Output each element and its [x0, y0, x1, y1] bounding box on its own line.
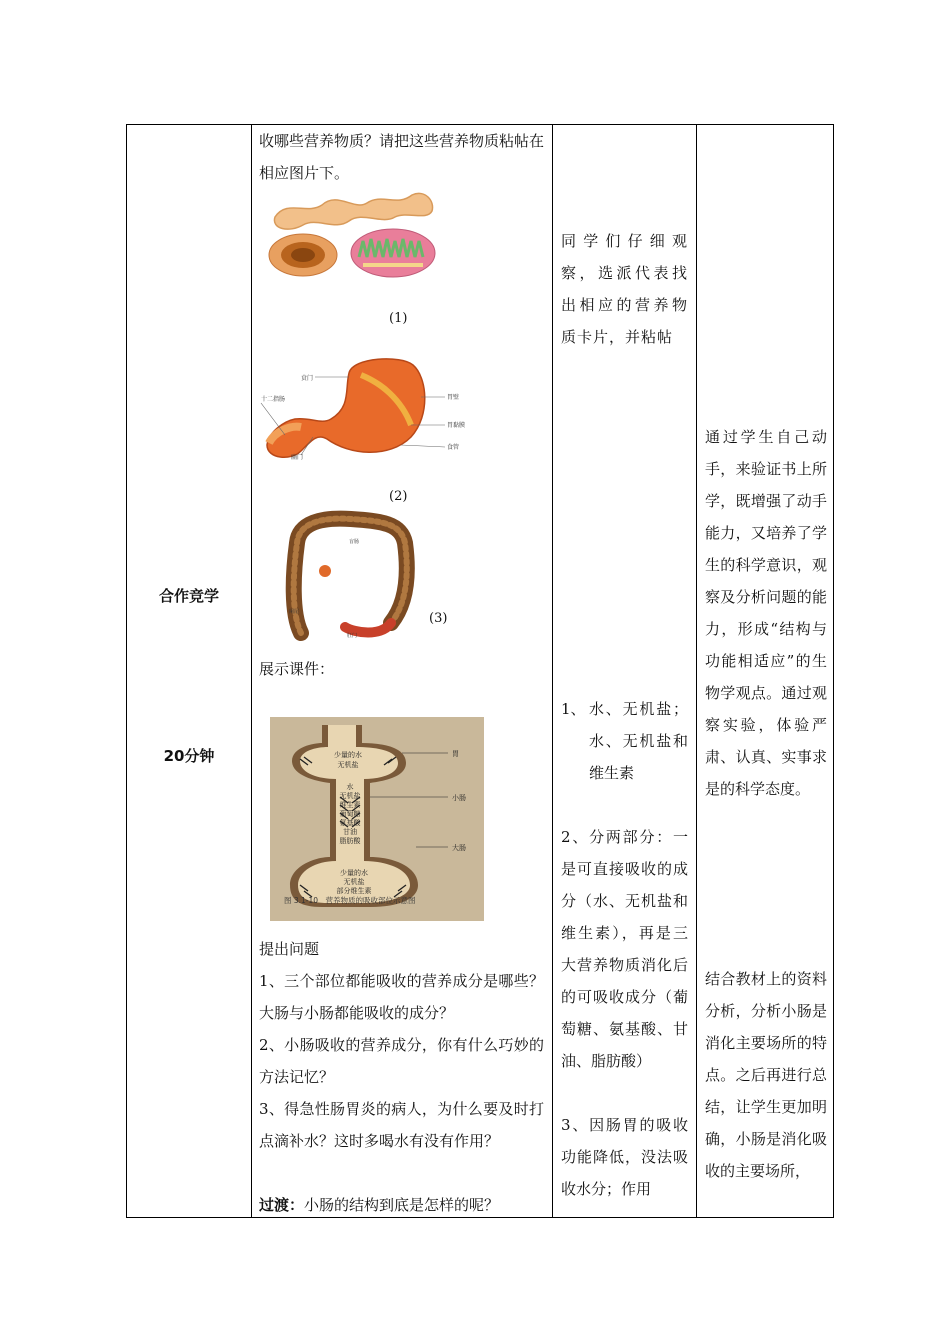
li-text-3: 部分维生素 — [336, 887, 372, 895]
answer-1 — [561, 693, 688, 789]
answer-1-number: 1、 — [561, 700, 586, 718]
annotation-esophagus: 食管 — [447, 444, 460, 451]
figure-1-label: (1) — [389, 311, 408, 326]
annotation-anus: 肛门 — [347, 633, 358, 639]
annotation-stomach-wall: 胃壁 — [447, 394, 460, 401]
column-divider — [552, 125, 553, 1217]
time-label: 20分钟 — [163, 747, 215, 765]
lesson-table — [126, 124, 834, 1218]
stage-label: 合作竞学 — [158, 587, 219, 605]
question-3: 3、得急性肠胃炎的病人，为什么要及时打点滴补水？这时多喝水有没有作用？ — [259, 1100, 544, 1150]
annotation-pylorus: 幽门 — [291, 454, 304, 461]
annotation-mucosa: 胃黏膜 — [447, 422, 466, 429]
student-activity: 同学们仔细观察，选派代表找出相应的营养物质卡片，并粘帖 — [561, 232, 688, 346]
si-text-7: 脂肪酸 — [339, 837, 361, 845]
column-divider — [251, 125, 252, 1217]
design-intent-1: 通过学生自己动手，来验证书上所学，既增强了动手能力，又培养了学生的科学意识，观察及分析问题的能力，形成“结构与功能相适应”的生物学观点。通过观察实验，体验严肃、认真、实事求是的科学态度。 — [705, 428, 827, 798]
label-small-intestine: 小肠 — [452, 794, 466, 802]
question-2: 2、小肠吸收的营养成分，你有什么巧妙的方法记忆？ — [259, 1036, 544, 1086]
label-large-intestine: 大肠 — [452, 844, 466, 852]
answer-1-text: 水、无机盐；水、无机盐和维生素 — [589, 700, 688, 782]
large-intestine-image — [281, 513, 431, 641]
transition-row — [259, 1189, 544, 1221]
question-1: 1、三个部位都能吸收的营养成分是哪些？大肠与小肠都能吸收的成分？ — [259, 972, 544, 1022]
annotation-appendix: 阑尾 — [289, 609, 300, 615]
annotation-cardia: 贲门 — [301, 375, 314, 382]
answer-2: 2、分两部分：一是可直接吸收的成分（水、无机盐和维生素），再是三大营养物质消化后的可吸收成分（葡萄糖、氨基酸、甘油、脂肪酸） — [561, 828, 688, 1070]
design-intent-2: 结合教材上的资料分析，分析小肠是消化主要场所的特点。之后再进行总结，让学生更加明确，小肠是消化吸收的主要场所， — [705, 970, 827, 1180]
si-text-3: 维生素 — [339, 801, 361, 809]
label-stomach: 胃 — [452, 750, 459, 758]
column-divider — [696, 125, 697, 1217]
answer-3: 3、因肠胃的吸收功能降低，没法吸收水分；作用 — [561, 1116, 688, 1198]
si-text-5: 氨基酸 — [339, 819, 361, 827]
transition-label: 过渡： — [259, 1196, 305, 1214]
diagram-caption: 图 3.1-10 营养物质的吸收部位示意图 — [284, 896, 416, 905]
stomach-text-1: 少量的水 — [334, 751, 362, 759]
annotation-duodenum: 十二指肠 — [261, 396, 286, 403]
intro-text: 收哪些营养物质？请把这些营养物质粘帖在相应图片下。 — [259, 132, 545, 182]
si-text-4: 葡萄糖 — [339, 810, 361, 818]
small-intestine-image — [267, 181, 442, 281]
li-text-1: 少量的水 — [340, 869, 368, 877]
si-text-6: 甘油 — [343, 828, 357, 836]
show-courseware: 展示课件： — [259, 660, 335, 678]
si-text-2: 无机盐 — [339, 792, 361, 800]
annotation-cecum: 盲肠 — [349, 539, 360, 545]
pose-question: 提出问题 — [259, 940, 320, 958]
figure-3-label: (3) — [429, 611, 448, 626]
li-text-2: 无机盐 — [343, 878, 365, 886]
si-text-1: 水 — [346, 783, 354, 791]
stomach-image — [261, 355, 466, 465]
transition-text: 小肠的结构到底是怎样的呢？ — [304, 1196, 500, 1214]
figure-2-label: (2) — [389, 489, 408, 504]
absorption-diagram — [270, 717, 484, 921]
stomach-text-2: 无机盐 — [337, 761, 359, 769]
